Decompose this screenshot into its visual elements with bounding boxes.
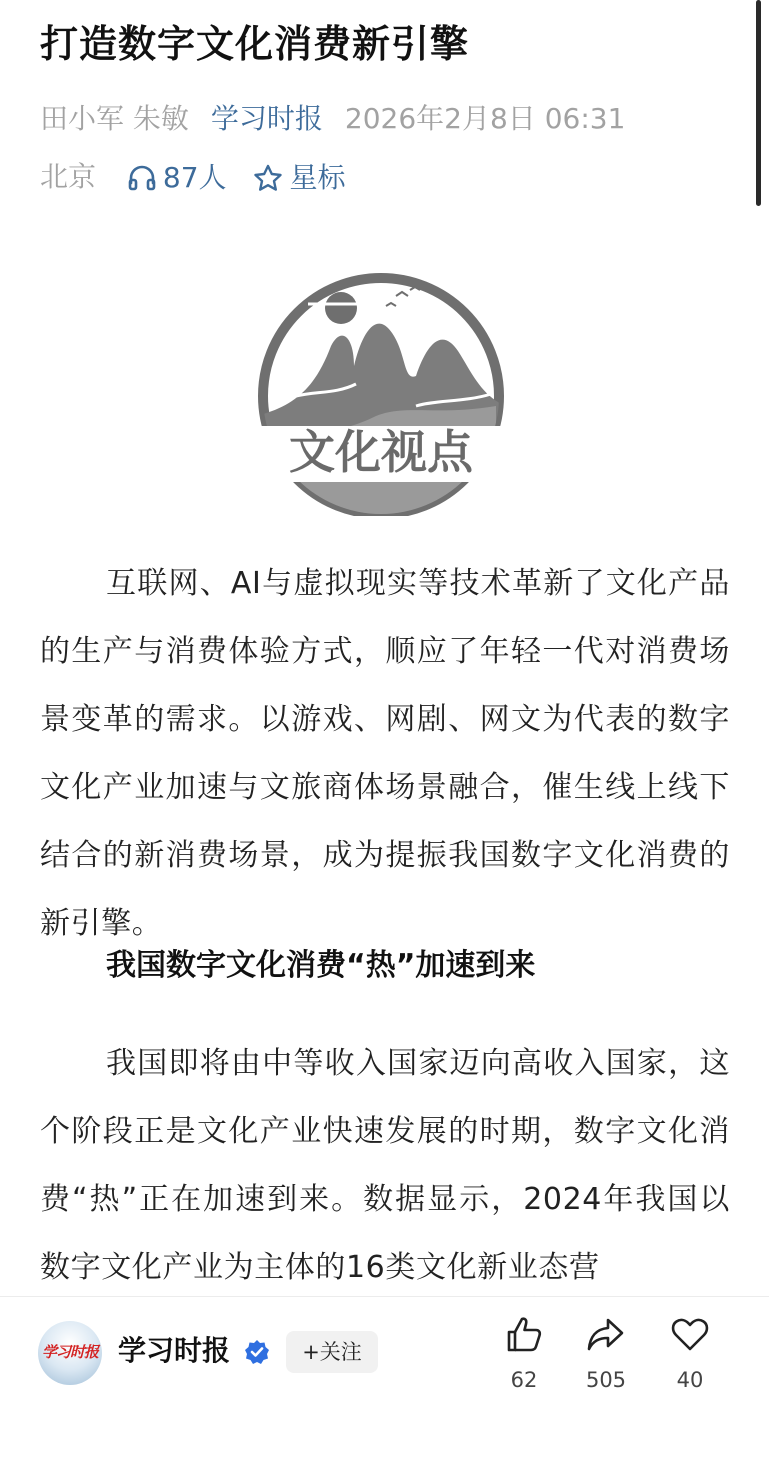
- star-outline-icon: [253, 164, 283, 192]
- source-link[interactable]: 学习时报: [210, 102, 323, 135]
- article-paragraph: 互联网、AI与虚拟现实等技术革新了文化产品的生产与消费体验方式，顺应了年轻一代对消费场景变革的需求。以游戏、网剧、网文为代表的数字文化产业加速与文旅商体场景融合，催生线上线下结合的新消费场景，成为提振我国数字文化消费的新引擎。: [40, 566, 730, 941]
- favorite-count: 40: [676, 1368, 704, 1392]
- favorite-button[interactable]: [655, 1315, 725, 1393]
- star-label: 星标: [289, 160, 346, 194]
- heart-icon: [670, 1315, 710, 1355]
- headphones-icon: [127, 164, 157, 192]
- article-subheading: 我国数字文化消费“热”加速到来: [106, 948, 536, 983]
- article-meta-row: [40, 100, 625, 137]
- account-name[interactable]: 学习时报: [118, 1334, 231, 1367]
- article-meta-row-2: [40, 158, 345, 196]
- share-arrow-icon: [586, 1315, 626, 1355]
- like-count: 62: [510, 1368, 538, 1392]
- like-button[interactable]: [489, 1315, 559, 1393]
- article-paragraph: 我国即将由中等收入国家迈向高收入国家，这个阶段正是文化产业快速发展的时期，数字文化消费“热”正在加速到来。数据显示，2024年我国以数字文化产业为主体的16类文化新业态营: [40, 1046, 730, 1285]
- verified-badge-icon: [244, 1339, 270, 1365]
- star-button[interactable]: [253, 159, 345, 196]
- cover-text: 文化视点: [289, 425, 473, 479]
- share-count: 505: [585, 1368, 627, 1392]
- account-avatar[interactable]: [38, 1321, 102, 1385]
- listen-button[interactable]: [127, 159, 227, 196]
- listener-count: 87人: [162, 160, 227, 194]
- article-authors: 田小军 朱敏: [40, 102, 189, 135]
- avatar-logo-text: 学习时报: [41, 1343, 98, 1361]
- cover-illustration: [236, 266, 526, 516]
- follow-button[interactable]: +关注: [286, 1331, 378, 1373]
- thumbs-up-icon: [504, 1315, 544, 1355]
- article-location: 北京: [40, 160, 97, 193]
- article-title: 打造数字文化消费新引擎: [40, 22, 470, 66]
- scrollbar[interactable]: [756, 0, 761, 206]
- publish-datetime: 2026年2月8日 06:31: [344, 102, 626, 135]
- bottom-action-bar: [0, 1296, 769, 1469]
- share-button[interactable]: [571, 1315, 641, 1393]
